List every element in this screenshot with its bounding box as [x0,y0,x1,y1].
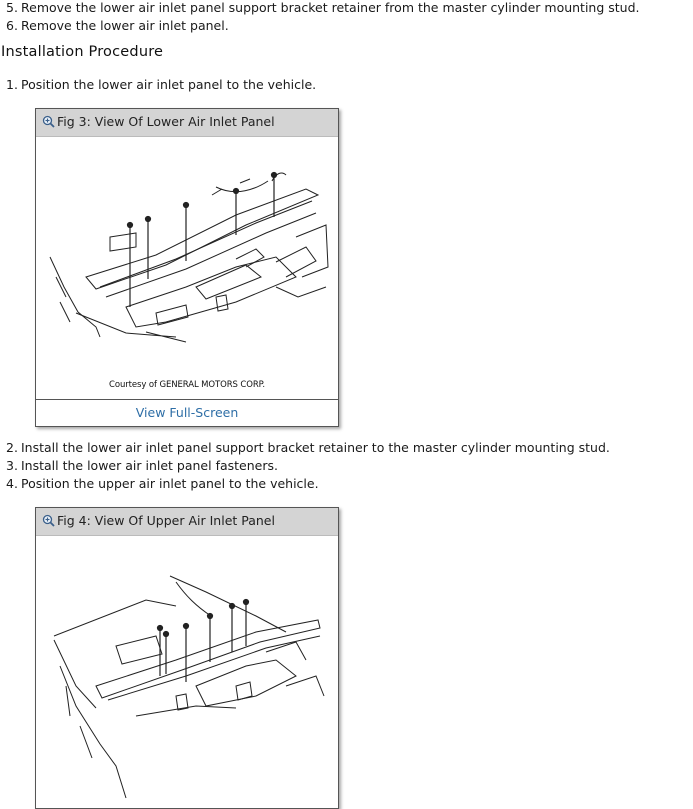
step-number: 6. [6,18,18,33]
figure-image[interactable] [36,536,338,808]
list-item [6,18,229,34]
zoom-in-icon[interactable] [42,111,55,124]
list-item [6,0,640,16]
step-text: Install the lower air inlet panel support bracket retainer to the master cylinder mounting stud. [21,440,610,455]
step-text: Remove the lower air inlet panel. [21,18,229,33]
figure-title: Fig 4: View Of Upper Air Inlet Panel [57,513,275,528]
list-item [6,476,319,492]
step-number: 2. [6,440,18,455]
step-number: 4. [6,476,18,491]
step-number: 1. [6,77,18,92]
installation-heading: Installation Procedure [1,44,164,60]
step-text: Install the lower air inlet panel fasteners. [21,458,278,473]
figure-image[interactable] [36,137,338,399]
view-full-screen-link[interactable]: View Full-Screen [36,399,338,425]
upper-air-inlet-panel-diagram [36,536,338,808]
figure-lower-air-inlet-panel [35,108,339,427]
list-item [6,458,278,474]
figure-header[interactable] [36,109,338,137]
step-number: 5. [6,0,18,15]
list-item [6,77,316,93]
figure-upper-air-inlet-panel [35,507,339,809]
figure-courtesy: Courtesy of GENERAL MOTORS CORP. [109,380,265,390]
step-number: 3. [6,458,18,473]
figure-title: Fig 3: View Of Lower Air Inlet Panel [57,114,275,129]
list-item [6,440,610,456]
figure-header[interactable] [36,508,338,536]
step-text: Remove the lower air inlet panel support bracket retainer from the master cylinder mounting stud. [21,0,640,15]
lower-air-inlet-panel-diagram [36,137,338,399]
step-text: Position the lower air inlet panel to the vehicle. [21,77,317,92]
zoom-in-icon[interactable] [42,510,55,523]
step-text: Position the upper air inlet panel to the vehicle. [21,476,319,491]
